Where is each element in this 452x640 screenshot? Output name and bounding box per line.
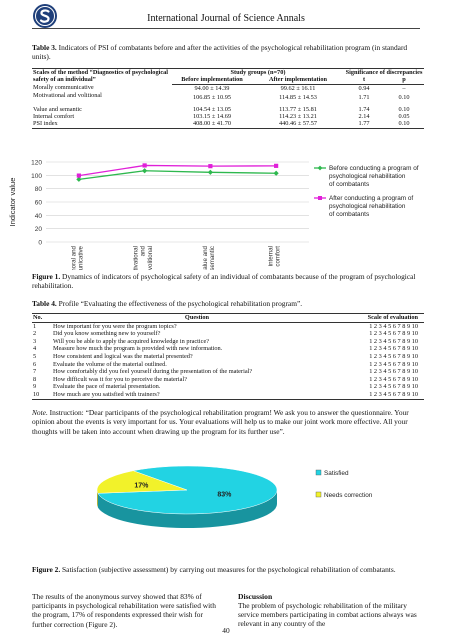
x-tick-label: and [139,246,147,257]
table4-cell-no: 2 [33,330,37,338]
table4-cell-question: How difficult was it for you to perceive the material? [53,375,187,383]
table-row [32,391,424,399]
table4-header-scale: Scale of evaluation [342,314,424,323]
table3-cell-before: 104.54 ± 13.05 [192,105,232,113]
table-row [32,113,424,120]
table3-cell-p: 0.10 [384,120,424,128]
table-row [32,376,424,384]
data-point [274,164,278,168]
table4-cell-question: Evaluate the pace of material presentation. [53,383,161,391]
table4-cell-no: 8 [33,375,37,383]
table4-note [32,408,424,436]
table3-cell-after: 99.62 ± 16.11 [280,84,316,92]
body-text-left: The results of the anonymous survey showed that 83% of participants in psychological rehabilitation were satisfied with the program, 17% of respondents expressed their wish for further correction (Figure 2). [32,592,216,629]
x-tick-label: semantic [208,246,216,270]
table3-caption [32,43,424,61]
table4-caption [32,299,424,308]
y-tick-label: 60 [34,199,42,207]
table3 [32,68,424,129]
discussion-paragraph: The problem of psychologic rehabilitation of the military service members participating in combat actions always was relevant in any country of the [238,601,417,629]
note-text: Instruction: “Dear participants of the psychological rehabilitation program! We ask you to answer the questionnaire. Your opinion about the events is very important for us. Your evaluations will help us to make our joint work more effective. All your thoughts will be taken into account when drawing up the program for its further use”. [32,408,409,436]
table4-header-question: Question [52,314,342,323]
table4-cell-question: Measure how much the program is provided with new information. [53,345,223,353]
table-row [32,84,424,92]
x-tick-label: volitional [146,246,154,270]
pie-legend-swatch [316,470,321,475]
legend-label: Before conducting a program of [329,165,419,173]
header-rule [32,28,420,29]
table3-cell-scale: PSI index [32,120,172,128]
table4-cell-scale: 1 2 3 4 5 6 7 8 9 10 [369,368,418,376]
x-tick-label: internal [267,246,275,267]
table3-header-scales: Scales of the method “Diagnostics of psychological safety of an individual” [32,69,172,85]
table3-cell-after: 440.46 ± 57.57 [252,120,344,128]
data-point [77,173,81,177]
journal-logo-icon [32,3,58,29]
table4-header-no: No. [32,314,52,323]
y-tick-label: 120 [31,159,42,167]
table4-cell-question: How consistent and logical was the material presented? [53,352,193,360]
note-label: Note. [32,408,48,417]
y-tick-label: 0 [38,239,42,247]
table3-cell-p: 0.10 [398,94,410,102]
table4-cell-scale: 1 2 3 4 5 6 7 8 9 10 [369,337,418,345]
table-row [32,102,424,113]
table3-header-after: After implementation [252,76,344,84]
table3-cell-before: 106.85 ± 10.95 [192,94,232,102]
pie-data-label: 17% [134,482,149,490]
table3-cell-scale: Value and semantic [33,105,82,113]
figure1-chart [4,150,444,270]
table4-cell-scale: 1 2 3 4 5 6 7 8 9 10 [369,360,418,368]
table-row [32,92,424,101]
table4-cell-scale: 1 2 3 4 5 6 7 8 9 10 [369,352,418,360]
table3-cell-after: 114.85 ± 14.53 [279,94,317,102]
table3-header-before: Before implementation [172,76,252,84]
legend-label: psychological rehabilitation [329,173,406,181]
figure2-chart [92,446,392,556]
y-tick-label: 80 [34,186,42,194]
table4 [32,313,424,400]
figure2-caption-text: Satisfaction (subjective assessment) by carrying out measures for the psychological rehabilitation of combatants. [60,565,396,574]
page-number: 40 [222,626,230,635]
table4-cell-no: 9 [33,383,37,391]
table3-cell-after: 114.23 ± 13.21 [279,113,317,121]
x-tick-label: comfort [274,246,282,267]
table-row [32,322,424,330]
line-chart-svg [4,150,444,270]
table4-cell-no: 4 [33,345,37,353]
table4-cell-scale: 1 2 3 4 5 6 7 8 9 10 [369,375,418,383]
table3-cell-p: 0.05 [398,113,410,121]
table3-cell-before: 94.00 ± 14.39 [194,84,230,92]
table4-cell-no: 3 [33,337,37,345]
table4-cell-scale: 1 2 3 4 5 6 7 8 9 10 [369,330,418,338]
x-tick-label: value and [201,246,209,270]
pie-chart-svg [92,446,392,556]
table-row [32,353,424,361]
table3-cell-scale: Internal comfort [33,113,75,121]
table-row [32,361,424,369]
legend-label: After conducting a program of [329,195,414,203]
section-heading-discussion: Discussion [238,592,273,601]
table-row [32,330,424,338]
table3-header-groups: Study groups (n=70) [172,69,344,77]
pie-legend [316,470,373,499]
table3-header-t: t [344,76,384,84]
table3-cell-before: 103.15 ± 14.69 [192,113,232,121]
legend-label: of combatants [329,211,370,219]
table3-cell-t: 2.14 [358,113,370,121]
data-point [208,164,212,168]
table4-cell-question: Will you be able to apply the acquired knowledge in practice? [53,337,210,345]
table4-cell-question: How important for you were the program topics? [53,322,177,330]
table4-cell-scale: 1 2 3 4 5 6 7 8 9 10 [342,391,424,399]
x-tick-label: communicative [77,246,85,270]
table3-cell-t: 1.77 [344,120,384,128]
table4-cell-question: How comfortably did you feel yourself during the presentation of the material? [53,368,253,376]
table-row [32,383,424,391]
x-tick-label: motivational [132,246,140,270]
journal-title: International Journal of Science Annals [147,13,305,24]
y-tick-label: 40 [34,212,42,220]
table3-cell-before: 408.00 ± 41.70 [172,120,252,128]
pie-slices [97,466,277,528]
table-row [32,338,424,346]
table-row [32,345,424,353]
table-row [32,368,424,376]
y-tick-label: 100 [31,172,42,180]
table4-caption-label: Table 4. [32,299,57,308]
table4-cell-scale: 1 2 3 4 5 6 7 8 9 10 [369,383,418,391]
x-tick-label: moral and [70,246,78,270]
table4-cell-no: 7 [33,368,37,376]
table3-cell-p: 0.10 [398,105,410,113]
table3-cell-p: – [402,84,406,92]
table3-cell-scale: Motivational and volitional [33,92,102,100]
pie-data-label: 83% [217,491,232,499]
data-point [143,163,147,167]
table3-header-p: p [384,76,424,84]
table4-cell-no: 6 [33,360,37,368]
figure2-caption-label: Figure 2. [32,565,61,574]
figure1-caption-label: Figure 1. [32,272,61,281]
pie-legend-label: Satisfied [324,470,349,477]
table3-cell-scale: Morally communicative [33,84,94,92]
table4-cell-scale: 1 2 3 4 5 6 7 8 9 10 [369,322,418,330]
table4-cell-no: 5 [33,352,37,360]
table3-header-significance: Significance of discrepancies [345,69,423,76]
chart-y-axis-label: Indicator value [8,177,17,227]
body-text-right [238,592,426,629]
pie-legend-label: Needs correction [324,492,373,499]
table3-cell-t: 1.74 [358,105,370,113]
table4-cell-question: Did you know something new to yourself? [53,330,161,338]
table3-caption-text: Indicators of PSI of combatants before and after the activities of the psychological rehabilitation program (in standard units). [32,43,408,61]
figure2-caption [32,565,424,574]
y-tick-label: 20 [34,226,42,234]
pie-legend-swatch [316,492,321,497]
table-row [32,120,424,128]
table4-cell-question: Evaluate the volume of the material outlined. [53,360,167,368]
table4-cell-no: 10 [32,391,52,399]
figure1-caption [32,272,424,290]
table3-cell-t: 0.94 [358,84,370,92]
table3-cell-after: 113.77 ± 15.81 [279,105,317,113]
table4-cell-no: 1 [33,322,37,330]
table4-cell-scale: 1 2 3 4 5 6 7 8 9 10 [369,345,418,353]
figure1-caption-text: Dynamics of indicators of psychological safety of an individual of combatants because of the program of psychological rehabilitation. [32,272,416,290]
legend-label: of combatants [329,181,370,189]
table3-caption-label: Table 3. [32,43,57,52]
table4-cell-question: How much are you satisfied with trainers? [52,391,342,399]
table4-caption-text: Profile “Evaluating the effectiveness of the psychological rehabilitation program”. [56,299,303,308]
legend-marker [318,196,322,200]
table3-cell-t: 1.71 [358,94,370,102]
legend-label: psychological rehabilitation [329,203,406,211]
